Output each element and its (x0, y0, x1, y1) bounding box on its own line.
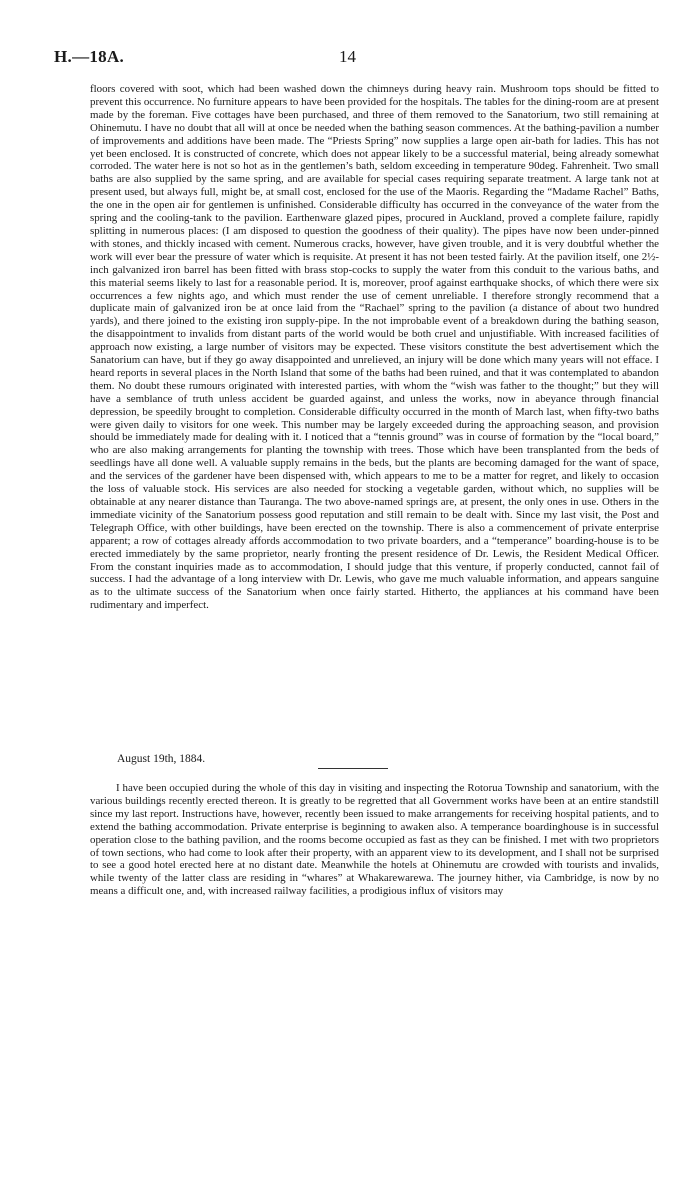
paragraph-2: I have been occupied during the whole of this day in visiting and inspecting the Rotorua Township and sanatorium, with the various buildings recently erected thereon. It is greatly to be regretted that all Government works have been at an entire standstill since my last report. Instructions have, however, recently been issued to make arrangements for receiving hospital patients, and to extend the bathing accommodation. Private enterprise is beginning to awaken also. A temperance boardinghouse is in successful operation close to the bathing pavilion, and the rooms become occupied as fast as they can be finished. I met with two proprietors of town sections, who had come to look after their property, with an apparent view to its development, and I shall not be surprised to see a good hotel erected here at no distant date. Meanwhile the hotels at Ohinemutu are crowded with tourists and invalids, while twenty of the latter class are residing in “whares” at Whakarewarewa. The journey hither, via Cambridge, is now by no means a difficult one, and, with increased railway facilities, a prodigious influx of visitors may (90, 782, 659, 898)
report-section-2 (90, 782, 659, 898)
page-number: 14 (339, 47, 356, 66)
report-date: August 19th, 1884. (117, 753, 206, 765)
section-divider (318, 768, 388, 769)
report-section-1 (90, 83, 659, 612)
page-header (54, 47, 654, 71)
paragraph-1: floors covered with soot, which had been washed down the chimneys during heavy rain. Mushroom tops should be fitted to prevent this occurrence. No furniture appears to have been provided for the hospitals. The tables for the dining-room are at present made by the foreman. Five cottages have been purchased, and three of them removed to the Sanatorium, two still remaining at Ohinemutu. I have no doubt that all will at once be needed when the bathing season commences. At the bathing-pavilion a number of improvements and additions have been made. The “Priests Spring” now supplies a large open air-bath for ladies. This has not yet been enclosed. It is constructed of concrete, which does not appear likely to be a successful material, being already somewhat corroded. The water here is not so hot as in the gentlemen’s bath, seldom exceeding in temperature 90deg. Fahrenheit. Two small baths are also supplied by the same spring, and are available for special cases requiring separate treatment. A large tank not at present used, but always full, might be, at small cost, enclosed for the use of the Maoris. Regarding the “Madame Rachel” Baths, the one in the open air for gentlemen is unfinished. Considerable difficulty has occurred in the conveyance of the water from the spring and the cooling-tank to the pavilion. Earthenware glazed pipes, procured in Auckland, proved a complete failure, rapidly splitting in numerous places: (I am disposed to question the goodness of their quality). The pipes have now been under-pinned with stones, and thickly incased with cement. Numerous cracks, however, have given trouble, and it is very doubtful whether the work will ever bear the pressure of water which is requisite. At present it has not been tested fairly. At the pavilion itself, one 2½-inch galvanized iron barrel has been fitted with brass stop-cocks to supply the water from this conduit to the various baths, and this material seems likely to last for a reasonable period. It is, moreover, proof against earthquake shocks, of which there were six occurrences a few nights ago, and which must render the use of cement unreliable. I therefore strongly recommend that a duplicate main of galvanized iron be at once laid from the “Rachael” spring to the pavilion (a distance of about two hundred yards), and there joined to the existing iron supply-pipe. In the not improbable event of a breakdown during the bathing season, the disappointment to invalids from distant parts of the world would be both cruel and unjustifiable. With increased facilities of approach now existing, a large number of visitors may be expected. These visitors constitute the best advertisement which the Sanatorium can have, but if they go away disappointed and unrelieved, an injury will be done which many years will not efface. I heard reports in several places in the North Island that some of the baths had been ruined, and that it was contemplated to abandon them. No doubt these rumours originated with interested parties, with whom the “wish was father to the thought;” but they will have a semblance of truth unless accident be guarded against, and unless the works, now in abeyance through financial depression, be speedily brought to completion. Considerable difficulty occurred in the month of March last, when fifty-two baths were given daily to visitors for one week. This number may be largely exceeded during the approaching season, and provision should be immediately made for dealing with it. I noticed that a “tennis ground” was in course of formation by the “local board,” who are also making arrangements for planting the township with trees. Those which have been transplanted from the beds of seedlings have all done well. A valuable supply remains in the beds, but the plants are becoming damaged for the want of space, and the services of the gardener have been dispensed with, which appears to me to be a matter for regret, and likely to occasion the loss of valuable stock. His services are also needed for stocking a vegetable garden, without which, no supplies will be obtainable at any nearer distance than Tauranga. The two above-named springs are, at present, the only ones in use. Others in the immediate vicinity of the Sanatorium possess good reputation and still remain to be dealt with. Since my last visit, the Post and Telegraph Office, with other buildings, have been erected on the township. There is also a commencement of private enterprise apparent; a row of cottages already affords accommodation to two private boarders, and a “temperance” boarding-house is to be erected immediately by the same proprietor, nearly fronting the present residence of Dr. Lewis, the Resident Medical Officer. From the constant inquiries made as to accommodation, I should judge that this venture, if properly conducted, cannot fail of success. I had the advantage of a long interview with Dr. Lewis, who gave me much valuable information, and appears sanguine as to the ultimate success of the Sanatorium when once fairly started. Hitherto, the appliances at his command have been rudimentary and imperfect. (90, 83, 659, 612)
document-reference: H.—18A. (54, 47, 125, 66)
